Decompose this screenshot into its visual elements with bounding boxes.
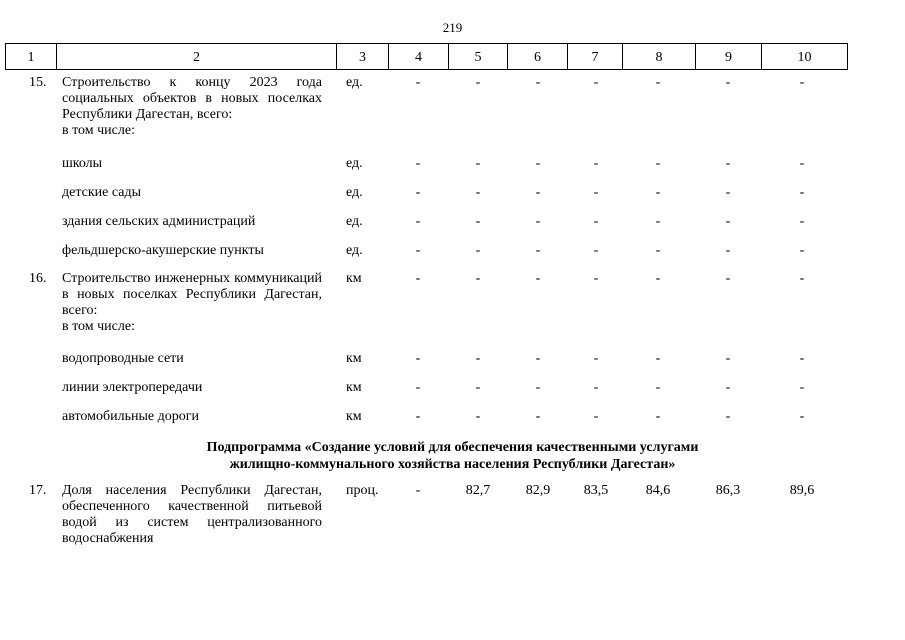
row-value: -	[415, 75, 421, 90]
row-value: -	[799, 380, 805, 395]
row-unit: ед.	[346, 75, 363, 90]
row-value: -	[725, 214, 731, 229]
row-unit: ед.	[346, 243, 363, 258]
row-value: -	[535, 185, 541, 200]
row-value: -	[415, 214, 421, 229]
row-value: -	[799, 214, 805, 229]
row-value: -	[415, 380, 421, 395]
row-value: -	[799, 243, 805, 258]
row-value: -	[799, 185, 805, 200]
row-value: -	[799, 351, 805, 366]
row-value: 82,7	[465, 483, 491, 498]
row-value: -	[535, 380, 541, 395]
row-number: 17.	[29, 483, 47, 498]
row-name: водопроводные сети	[62, 351, 184, 366]
header-col-3: 3	[336, 43, 388, 70]
row-name: Строительство к концу 2023 года социальных объектов в новых поселках Республики Дагестан, всего: в том числе:	[62, 75, 322, 138]
header-col-1: 1	[5, 43, 56, 70]
row-value: -	[799, 271, 805, 286]
row-name: линии электропередачи	[62, 380, 203, 395]
row-value: -	[593, 271, 599, 286]
row-value: 83,5	[583, 483, 609, 498]
row-value: -	[725, 185, 731, 200]
row-value: -	[725, 75, 731, 90]
row-name: автомобильные дороги	[62, 409, 199, 424]
row-name: Доля населения Республики Дагестан, обеспеченного качественной питьевой водой из систем централизованного водоснабжения	[62, 483, 322, 546]
row-value: -	[475, 75, 481, 90]
row-value: -	[535, 243, 541, 258]
row-name: школы	[62, 156, 103, 171]
row-value: -	[655, 380, 661, 395]
header-col-4: 4	[388, 43, 448, 70]
row-value: -	[535, 351, 541, 366]
row-value: -	[725, 409, 731, 424]
row-name: здания сельских администраций	[62, 214, 256, 229]
row-value: -	[475, 156, 481, 171]
row-value: -	[593, 156, 599, 171]
row-value: -	[725, 380, 731, 395]
row-value: -	[475, 185, 481, 200]
row-value: -	[799, 156, 805, 171]
row-value: -	[535, 409, 541, 424]
row-value: -	[725, 271, 731, 286]
row-name: фельдшерско-акушерские пункты	[62, 243, 264, 258]
row-value: -	[535, 214, 541, 229]
row-value: -	[593, 185, 599, 200]
row-value: -	[415, 483, 421, 498]
row-value: -	[593, 75, 599, 90]
row-value: -	[415, 271, 421, 286]
row-value: 89,6	[789, 483, 815, 498]
row-value: -	[415, 185, 421, 200]
table-header	[5, 43, 848, 71]
row-value: -	[725, 351, 731, 366]
subprogram-heading	[0, 439, 905, 473]
row-value: -	[415, 351, 421, 366]
subprogram-line-2: жилищно-коммунального хозяйства населения Республики Дагестан»	[229, 457, 676, 472]
row-value: -	[655, 409, 661, 424]
header-col-6: 6	[507, 43, 567, 70]
row-value: -	[475, 243, 481, 258]
row-value: -	[593, 214, 599, 229]
header-col-8: 8	[622, 43, 695, 70]
row-value: -	[799, 75, 805, 90]
row-value: -	[655, 75, 661, 90]
row-value: -	[725, 156, 731, 171]
header-col-9: 9	[695, 43, 761, 70]
row-value: -	[415, 409, 421, 424]
page-number: 219	[442, 20, 463, 35]
header-col-10: 10	[761, 43, 848, 70]
row-value: -	[655, 243, 661, 258]
row-name: Строительство инженерных коммуникаций в новых поселках Республики Дагестан, всего: в том числе:	[62, 271, 322, 334]
row-unit: км	[346, 409, 362, 424]
subprogram-line-1: Подпрограмма «Создание условий для обеспечения качественными услугами	[206, 440, 699, 455]
header-col-5: 5	[448, 43, 507, 70]
row-value: -	[725, 243, 731, 258]
row-value: -	[415, 243, 421, 258]
header-col-2: 2	[56, 43, 336, 70]
row-value: -	[655, 271, 661, 286]
row-value: -	[593, 351, 599, 366]
row-value: -	[655, 156, 661, 171]
row-value: -	[655, 214, 661, 229]
row-value: -	[799, 409, 805, 424]
row-value: -	[593, 409, 599, 424]
row-value: -	[475, 351, 481, 366]
header-col-7: 7	[567, 43, 622, 70]
row-value: -	[593, 380, 599, 395]
row-unit: ед.	[346, 214, 363, 229]
row-value: -	[593, 243, 599, 258]
row-value: -	[415, 156, 421, 171]
row-unit: ед.	[346, 156, 363, 171]
row-value: -	[475, 409, 481, 424]
row-value: 86,3	[715, 483, 741, 498]
row-unit: ед.	[346, 185, 363, 200]
row-number: 16.	[29, 271, 47, 286]
row-value: -	[655, 351, 661, 366]
row-value: 84,6	[645, 483, 671, 498]
row-name: детские сады	[62, 185, 141, 200]
row-unit: км	[346, 351, 362, 366]
row-value: -	[655, 185, 661, 200]
row-unit: км	[346, 380, 362, 395]
row-value: 82,9	[525, 483, 551, 498]
row-value: -	[475, 214, 481, 229]
row-value: -	[535, 75, 541, 90]
row-unit: проц.	[346, 483, 379, 498]
row-value: -	[535, 271, 541, 286]
row-unit: км	[346, 271, 362, 286]
row-number: 15.	[29, 75, 47, 90]
row-value: -	[475, 271, 481, 286]
row-value: -	[535, 156, 541, 171]
row-value: -	[475, 380, 481, 395]
